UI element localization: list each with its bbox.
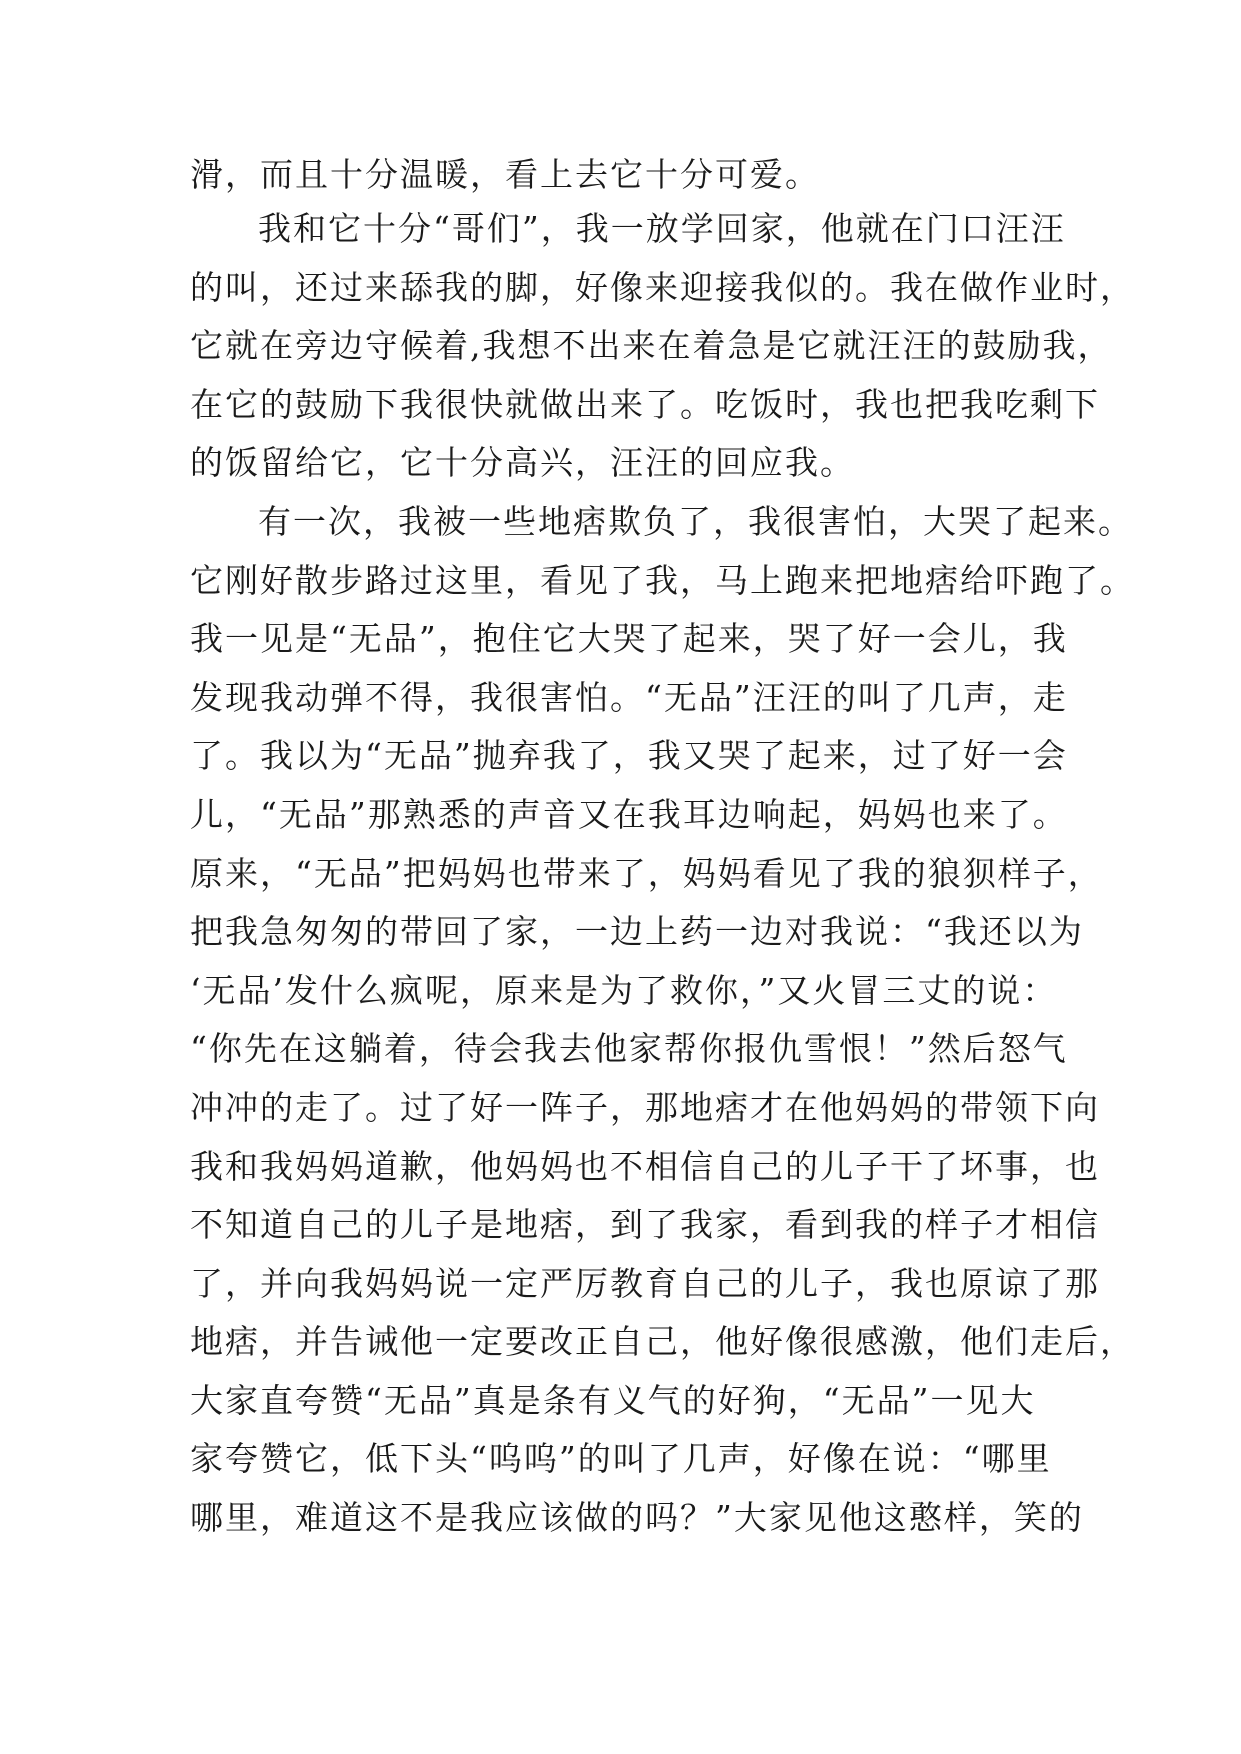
paragraph-start-line: 有一次，我被一些地痞欺负了，我很害怕，大哭了起来。 [258, 501, 1133, 541]
text-line: 家夸赞它，低下头“呜呜”的叫了几声，好像在说：“哪里 [190, 1439, 1052, 1479]
text-line: 不知道自己的儿子是地痞，到了我家，看到我的样子才相信 [190, 1205, 1100, 1245]
text-line: 的饭留给它，它十分高兴，汪汪的回应我。 [190, 443, 855, 483]
text-line: 它刚好散步路过这里，看见了我，马上跑来把地痞给吓跑了。 [190, 560, 1135, 600]
text-line: 哪里，难道这不是我应该做的吗？”大家见他这憨样，笑的 [190, 1498, 1084, 1538]
text-line: 我一见是“无品”，抱住它大哭了起来，哭了好一会儿，我 [190, 619, 1068, 659]
document-body [190, 150, 1135, 1548]
paragraph-start-line: 我和它十分“哥们”，我一放学回家，他就在门口汪汪 [258, 209, 1066, 248]
text-line: ‘无品’发什么疯呢，原来是为了救你，”又火冒三丈的说： [190, 970, 1058, 1010]
text-line: 大家直夸赞“无品”真是条有义气的好狗，“无品”一见大 [190, 1380, 1036, 1420]
text-line: 的叫，还过来舔我的脚，好像来迎接我似的。我在做作业时， [190, 267, 1135, 307]
text-line: 了。我以为“无品”抛弃我了，我又哭了起来，过了好一会 [190, 736, 1068, 776]
text-line: 冲冲的走了。过了好一阵子，那地痞才在他妈妈的带领下向 [190, 1087, 1100, 1127]
text-line: 把我急匆匆的带回了家，一边上药一边对我说：“我还以为 [190, 912, 1084, 952]
text-line: “你先在这躺着，待会我去他家帮你报仇雪恨！”然后怒气 [190, 1029, 1068, 1069]
text-line: 儿，“无品”那熟悉的声音又在我耳边响起，妈妈也来了。 [190, 794, 1068, 834]
text-line: 发现我动弹不得，我很害怕。“无品”汪汪的叫了几声，走 [190, 677, 1068, 717]
text-line: 在它的鼓励下我很快就做出来了。吃饭时，我也把我吃剩下 [190, 384, 1100, 424]
text-line: 滑，而且十分温暖，看上去它十分可爱。 [190, 155, 820, 194]
text-line: 原来，“无品”把妈妈也带来了，妈妈看见了我的狼狈样子， [190, 853, 1103, 893]
text-line: 地痞，并告诫他一定要改正自己，他好像很感激，他们走后， [190, 1322, 1135, 1362]
text-line: 了，并向我妈妈说一定严厉教育自己的儿子，我也原谅了那 [190, 1263, 1100, 1303]
text-line: 我和我妈妈道歉，他妈妈也不相信自己的儿子干了坏事，也 [190, 1146, 1100, 1186]
text-line: 它就在旁边守候着,我想不出来在着急是它就汪汪的鼓励我， [190, 326, 1113, 366]
